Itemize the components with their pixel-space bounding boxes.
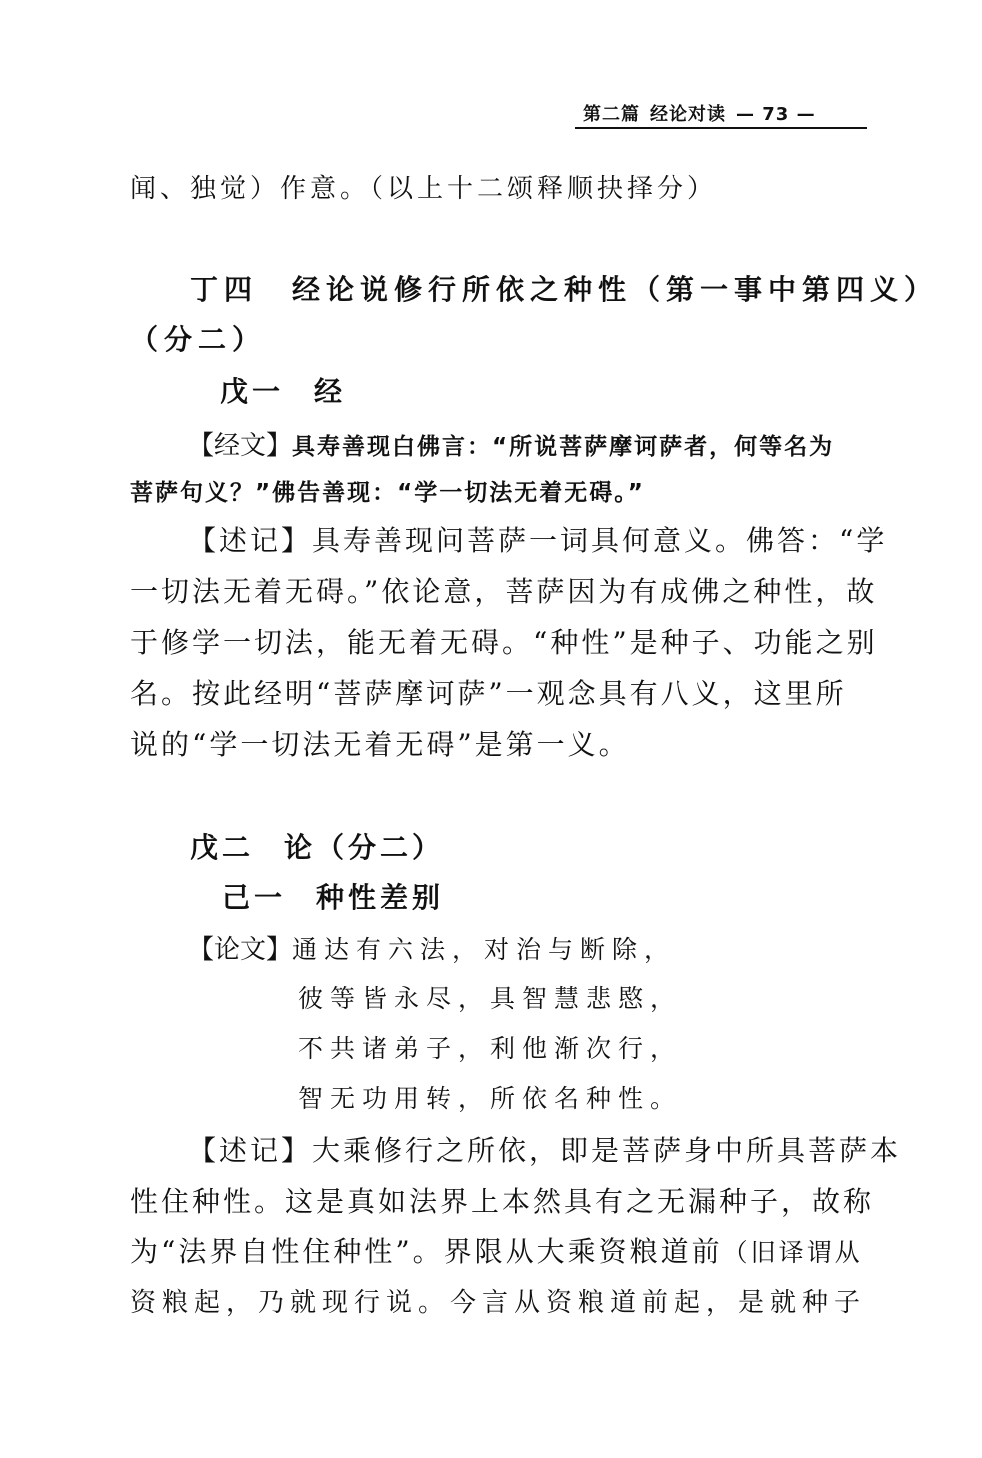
header-rule — [575, 127, 867, 129]
sutra-paragraph-line: 菩萨句义？”佛告善现：“学一切法无着无碍。” — [130, 480, 645, 506]
subsection-heading-ji1 — [222, 876, 444, 916]
commentary-line: 一切法无着无碍。”依论意，菩萨因为有成佛之种性，故 — [130, 575, 878, 608]
heading-text: 经论说修行所依之种性（第一事中第四义） — [292, 273, 939, 306]
commentary-note: （旧译谓从 — [722, 1238, 863, 1267]
heading-label: 丁四 — [190, 273, 259, 306]
sutra-paragraph-line — [188, 425, 834, 462]
section-heading-ding4 — [190, 268, 938, 308]
verse-label: 【论文】 — [188, 935, 293, 965]
heading-text: 论（分二） — [284, 831, 445, 864]
commentary-line — [188, 519, 887, 559]
chapter-label: 第二篇 — [583, 104, 640, 125]
body-line: 闻、独觉）作意。（以上十二颂释顺抉择分） — [130, 174, 718, 204]
sutra-text: 具寿善现白佛言：“所说菩萨摩诃萨者，何等名为 — [292, 434, 835, 460]
sutra-label: 【经文】 — [188, 431, 293, 461]
heading-text: 种性差别 — [316, 881, 445, 914]
commentary-label: 【述记】 — [188, 1134, 313, 1167]
verse-line: 智无功用转，所依名种性。 — [298, 1084, 683, 1113]
running-header — [583, 100, 826, 126]
verse-line: 彼等皆永尽，具智慧悲愍， — [298, 984, 683, 1013]
verse-text: 通达有六法，对治与断除， — [292, 935, 677, 964]
commentary-line: 性住种性。这是真如法界上本然具有之无漏种子，故称 — [130, 1185, 875, 1218]
heading-label: 戊二 — [190, 831, 255, 864]
commentary-line: 于修学一切法，能无着无碍。“种性”是种子、功能之别 — [130, 626, 878, 659]
heading-label: 戊一 — [220, 375, 285, 408]
commentary-line: 说的“学一切法无着无碍”是第一义。 — [130, 728, 630, 761]
page-number: — 73 — — [736, 104, 816, 125]
verse-line — [188, 929, 676, 966]
commentary-note-line: 资粮起，乃就现行说。今言从资粮道前起，是就种子 — [130, 1288, 867, 1318]
section-heading-ding4-cont: （分二） — [130, 323, 267, 356]
commentary-line — [188, 1129, 901, 1169]
heading-label: 己一 — [222, 881, 287, 914]
commentary-text: 大乘修行之所依，即是菩萨身中所具菩萨本 — [312, 1134, 902, 1167]
commentary-line: 名。按此经明“菩萨摩诃萨”一观念具有八义，这里所 — [130, 677, 847, 710]
commentary-line — [130, 1230, 863, 1270]
subsection-heading-wu2 — [190, 826, 444, 866]
subsection-heading-wu1 — [220, 370, 346, 410]
commentary-label: 【述记】 — [188, 524, 313, 557]
commentary-text: 具寿善现问菩萨一词具何意义。佛答：“学 — [312, 524, 888, 557]
heading-text: 经 — [314, 375, 347, 408]
chapter-title: 经论对读 — [650, 104, 726, 125]
commentary-text: 为“法界自性住种性”。界限从大乘资粮道前 — [130, 1235, 723, 1268]
verse-line: 不共诸弟子，利他渐次行， — [298, 1034, 683, 1063]
